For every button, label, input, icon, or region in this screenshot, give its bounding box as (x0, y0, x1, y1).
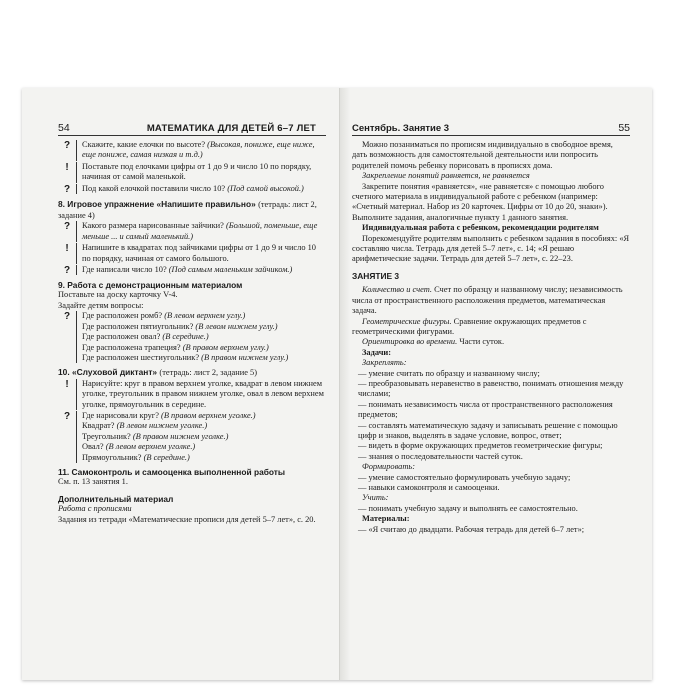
tasks-heading: Задачи: (362, 347, 392, 357)
task-text: Нарисуйте: круг в правом верхнем уголке, квадрат в левом нижнем уголке, треугольник в правом нижнем уголке, овал в левом верхнем уголке, прямоугольник в середине. (76, 379, 326, 410)
question-text: Где расположена трапеция? (82, 342, 181, 352)
list-item: — знания о последовательности частей суток. (358, 451, 523, 461)
question-mark-icon: ? (63, 221, 71, 233)
task-text: Поставьте под елочками цифры от 1 до 9 и число 10 по порядку, начиная от самой маленькой. (82, 161, 312, 182)
paragraph-3: Порекомендуйте родителям выполнить с ребенком задания в пособиях: «Я составляю числа. Тетрадь для детей 5–7 лет», с. 14; «Я решаю арифметические задачи. Тетрадь для детей 5–7 лет», с. 22–23. (352, 233, 630, 264)
task-row (58, 162, 326, 183)
answer-text: (В правом верхнем уголке.) (161, 410, 256, 420)
question-mark-icon: ? (63, 265, 71, 277)
exclamation-icon: ! (65, 243, 69, 255)
answer-text: (В правом верхнем углу.) (182, 342, 269, 352)
list-item: — умение считать по образцу и названному числу; (358, 368, 540, 378)
question-mark-icon: ? (63, 410, 71, 422)
list-item: — составлять математическую задачу и записывать решение с помощью цифр и знаков, выделять в задаче условие, вопрос, ответ; (358, 420, 618, 440)
right-page (340, 88, 652, 680)
answer-text: (Высокая, пониже, еще ниже, еще пониже, самая низкая и т.д.) (82, 140, 315, 160)
question-text: Где нарисовали круг? (82, 410, 159, 420)
section-10-title: 10. «Слуховой диктант» (58, 367, 158, 378)
left-header (58, 122, 326, 136)
question-text: Треугольник? (82, 431, 131, 441)
answer-text: (Большой, поменьше, еще меньше ... и самый маленький.) (82, 221, 318, 241)
task-row (58, 243, 326, 264)
topic-1-text: Счет по образцу и названному числу; независимость числа от пространственного расположения предметов, математическая задача. (352, 285, 623, 316)
question-text: Где расположен ромб? (82, 311, 163, 321)
question-text: Где расположен овал? (82, 332, 161, 342)
list-item: — видеть в форме окружающих предметов геометрические фигуры; (358, 441, 603, 451)
question-mark-icon: ? (63, 311, 71, 323)
topic-2 (352, 317, 630, 338)
question-text: Какого размера нарисованные зайчики? (82, 221, 224, 231)
answer-text: (В правом нижнем углу.) (201, 352, 289, 362)
tasks-list-2 (352, 473, 630, 494)
topic-3 (352, 337, 630, 347)
extra-heading: Дополнительный материал (58, 493, 174, 504)
list-item: — преобразовывать неравенство в равенство, понимать отношения между числами; (358, 378, 624, 399)
section-10-note: (тетрадь: лист 2, задание 5) (159, 368, 258, 378)
topic-2-label: Геометрические фигуры. (362, 316, 452, 326)
answer-text: (Под самым маленьким зайчиком.) (168, 265, 293, 275)
list-item: — умение самостоятельно формулировать учебную задачу; (358, 472, 571, 482)
answer-text: (В правом нижнем уголке.) (132, 431, 229, 441)
tasks-sub-2: Формировать: (362, 462, 416, 472)
materials-heading: Материалы: (362, 514, 410, 524)
task-text: Напишите в квадратах под зайчиками цифры от 1 до 9 и число 10 по порядку, начиная от самого большого. (82, 243, 316, 263)
answer-text: (В левом верхнем уголке.) (105, 442, 196, 452)
section-11-heading: 11. Самоконтроль и самооценка выполненной работы (58, 466, 286, 477)
topic-1 (352, 285, 630, 316)
block1 (58, 140, 326, 195)
exclamation-icon: ! (65, 378, 69, 390)
tasks-sub-3: Учить: (362, 493, 389, 503)
block3 (58, 311, 326, 363)
question-text: Где расположен шестиугольник? (82, 352, 200, 362)
question-text: Квадрат? (82, 421, 115, 431)
answer-text: (В левом нижнем уголке.) (116, 421, 208, 431)
tasks-list-3 (352, 504, 630, 514)
individual-work-heading: Индивидуальная работа с ребенком, рекомендации родителям (362, 223, 599, 233)
answer-text: (В середине.) (143, 452, 190, 462)
question-row (58, 140, 326, 161)
lesson-heading: ЗАНЯТИЕ 3 (352, 270, 400, 281)
list-item: — навыки самоконтроля и самооценки. (358, 483, 500, 492)
question-row (58, 265, 326, 276)
tasks-sub-1: Закреплять: (362, 358, 407, 368)
list-item: — понимать учебную задачу и выполнять ее самостоятельно. (358, 503, 578, 513)
question-row (58, 221, 326, 242)
answer-text: (В левом верхнем углу.) (164, 311, 246, 321)
paragraph-2: Закрепите понятия «равняется», «не равняется» с помощью любого счетного материала в индивидуальной работе с ребенком (например: «Счетный материал. Набор из 20 карточек. Цифры от 10 до 20, знаки»). Выполните задания, аналогичные пункту 1 данного занятия. (352, 181, 608, 222)
question-text: Прямоугольник? (82, 452, 142, 462)
right-page-number: 55 (618, 122, 630, 134)
tasks-list-1 (352, 369, 630, 463)
section-9-line1: Поставьте на доску карточку V-4. (58, 290, 178, 300)
extra-subheading: Работа с прописями (58, 504, 132, 514)
section-11-line: См. п. 13 занятия 1. (58, 477, 128, 487)
question-list (76, 311, 326, 363)
topic-3-text: Части суток. (459, 337, 505, 347)
question-text: Где написали число 10? (82, 265, 167, 275)
left-running-title: МАТЕМАТИКА ДЛЯ ДЕТЕЙ 6–7 ЛЕТ (146, 123, 316, 134)
question-text: Под какой елочкой поставили число 10? (82, 183, 226, 193)
question-row (58, 184, 326, 195)
section-8-heading (58, 199, 326, 222)
question-text: Скажите, какие елочки по высоте? (82, 140, 206, 149)
left-page (22, 88, 340, 680)
exclamation-icon: ! (65, 161, 69, 173)
question-text: Где расположен пятиугольник? (82, 321, 194, 331)
section-8-title: 8. Игровое упражнение «Напишите правильно» (58, 198, 256, 209)
list-item: — понимать независимость числа от пространственного расположения предметов; (358, 399, 613, 420)
section-9-heading: 9. Работа с демонстрационным материалом (58, 280, 243, 291)
section-9-line2: Задайте детям вопросы: (58, 300, 144, 310)
paragraph-1: Можно позаниматься по прописям индивидуально в свободное время, дать возможность для самостоятельной деятельности или попросить родителей помочь ребенку порисовать в прописях дома. (352, 140, 613, 170)
topic-2-text: Сравнение окружающих предметов с геометрическими фигурами. (352, 316, 587, 336)
block2 (58, 221, 326, 276)
question-mark-icon: ? (63, 183, 71, 195)
fix-label: Закрепление понятий равняется, не равняется (362, 171, 530, 181)
open-book (22, 88, 652, 680)
block4 (58, 379, 326, 463)
right-running-title: Сентябрь. Занятие 3 (352, 123, 450, 134)
question-text: Овал? (82, 442, 104, 452)
section-10-heading (58, 367, 326, 378)
topic-1-label: Количество и счет. (362, 285, 432, 295)
topic-3-label: Ориентировка во времени. (362, 337, 458, 347)
question-list (76, 411, 326, 463)
answer-text: (В середине.) (162, 332, 209, 342)
section-8-note: (тетрадь: лист 2, задание 4) (58, 199, 317, 221)
question-mark-icon: ? (63, 140, 71, 151)
left-page-number: 54 (58, 122, 70, 134)
materials-item: — «Я считаю до двадцати. Рабочая тетрадь для детей 6–7 лет»; (358, 524, 585, 534)
answer-text: (Под самой высокой.) (227, 183, 304, 193)
answer-text: (В левом нижнем углу.) (195, 321, 278, 331)
extra-text: Задания из тетради «Математические прописи для детей 5–7 лет», с. 20. (58, 514, 316, 524)
right-header (352, 122, 630, 136)
